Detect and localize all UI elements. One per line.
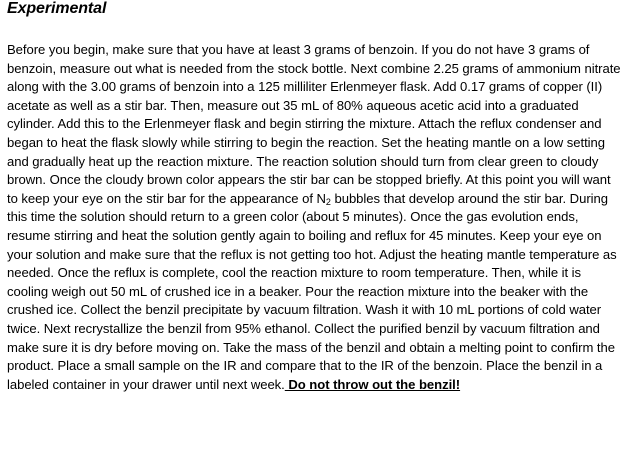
section-heading: Experimental [7, 0, 107, 17]
procedure-paragraph [7, 41, 622, 394]
nitrogen-subscript: 2 [325, 196, 331, 207]
warning-emphasis: Do not throw out the benzil! [284, 376, 461, 392]
procedure-text-part-2: bubbles that develop around the stir bar. During this time the solution should return to a green color (about 5 minutes). Once the gas evolution ends, resume stirring and heat the solution gently again to boiling and reflux for 45 minutes. Keep your eye on your solution and make sure that the reflux is not getting too hot. Adjust the heating mantle temperature as needed. Once the reflux is complete, cool the reaction mixture to room temperature. Then, while it is cooling weigh out 50 mL of crushed ice in a beaker. Pour the reaction mixture into the beaker with the crushed ice. Collect the benzil precipitate by vacuum filtration. Wash it with 10 mL portions of cold water twice. Next recrystallize the benzil from 95% ethanol. Collect the purified benzil by vacuum filtration and make sure it is dry before moving on. Take the mass of the benzil and obtain a melting point to confirm the product. Place a small sample on the IR and compare that to the IR of the benzoin. Place the benzil in a labeled container in your drawer until next week. [7, 190, 617, 392]
procedure-text-part-1: Before you begin, make sure that you have at least 3 grams of benzoin. If you do not have 3 grams of benzoin, measure out what is needed from the stock bottle. Next combine 2.25 grams of ammonium nitrate along with the 3.00 grams of benzoin into a 125 milliliter Erlenmeyer flask. Add 0.17 grams of copper (II) acetate as well as a stir bar. Then, measure out 35 mL of 80% aqueous acetic acid into a graduated cylinder. Add this to the Erlenmeyer flask and begin stirring the mixture. Attach the reflux condenser and began to heat the flask slowly while stirring to begin the reaction. Set the heating mantle on a low setting and gradually heat up the reaction mixture. The reaction solution should turn from clear green to cloudy brown. Once the cloudy brown color appears the stir bar can be stopped briefly. At this point you will want to keep your eye on the stir bar for the appearance of N [7, 42, 621, 206]
